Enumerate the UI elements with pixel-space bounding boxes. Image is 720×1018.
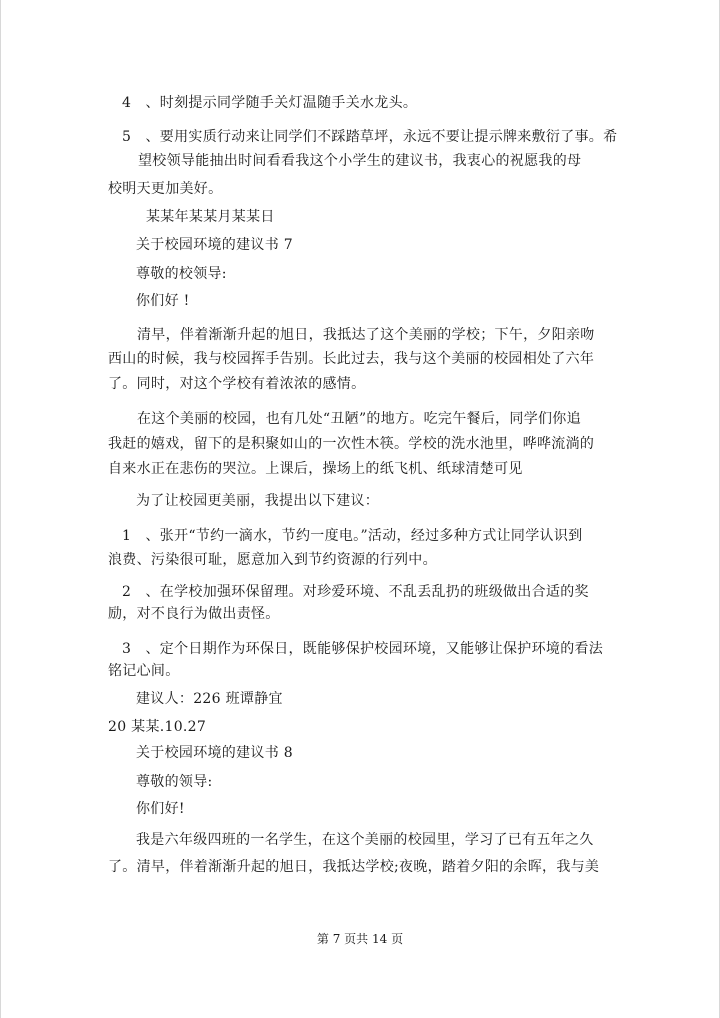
greeting: 你们好 ! [136, 293, 190, 309]
text-line: 了。清早，伴着渐渐升起的旭日，我抵达学校;夜晚，踏着夕阳的余晖，我与美 [108, 859, 600, 875]
list-item: 1 、张开“节约一滴水，节约一度电。”活动，经过多种方式让同学认识到 [122, 528, 583, 544]
text-line: 了。同时，对这个学校有着浓浓的感情。 [108, 376, 366, 392]
text-line: 在这个美丽的校园，也有几处“丑陋”的地方。吃完午餐后，同学们你追 [137, 411, 581, 427]
greeting: 你们好! [136, 801, 185, 817]
text-line: 我是六年级四班的一名学生，在这个美丽的校园里，学习了已有五年之久 [136, 832, 594, 848]
text-line: 铭记心间。 [108, 663, 180, 679]
text-line: 我赶的嬉戏，留下的是积聚如山的一次性木筷。学校的洗水池里，哗哗流淌的 [108, 436, 595, 452]
text-line: 浪费、污染很可耻，愿意加入到节约资源的行列中。 [108, 552, 437, 568]
letter-heading: 关于校园环境的建议书 7 [136, 237, 293, 253]
page-left-edge [0, 0, 1, 1018]
text-line: 西山的时候，我与校园挥手告别。长此过去，我与这个美丽的校园相处了六年 [108, 351, 595, 367]
page-footer: 第 7 页共 14 页 [316, 932, 404, 946]
text-line: 校明天更加美好。 [108, 181, 223, 197]
signature-line: 建议人：226 班谭静宜 [136, 691, 283, 707]
text-line: 励，对不良行为做出责怪。 [108, 606, 280, 622]
salutation: 尊敬的校领导: [136, 266, 227, 282]
text-line: 4 、时刻提示同学随手关灯温随手关水龙头。 [122, 95, 418, 111]
date-line: 某某年某某月某某日 [146, 209, 275, 225]
text-line: 5 、要用实质行动来让同学们不踩踏草坪，永远不要让提示牌来敷衍了事。希 [122, 129, 618, 145]
letter-heading: 关于校园环境的建议书 8 [136, 745, 293, 761]
text-line: 清早，伴着渐渐升起的旭日，我抵达了这个美丽的学校；下午，夕阳亲吻 [137, 327, 595, 343]
list-item: 3 、定个日期作为环保日，既能够保护校园环境，又能够让保护环境的看法 [122, 641, 604, 657]
list-item: 2 、在学校加强环保留理。对珍爱环境、不乱丢乱扔的班级做出合适的奖 [122, 584, 589, 600]
date-line: 20 某某.10.27 [108, 719, 207, 735]
salutation: 尊敬的领导: [136, 774, 213, 790]
text-line: 为了让校园更美丽，我提出以下建议： [136, 493, 380, 509]
text-line: 自来水正在悲伤的哭泣。上课后，操场上的纸飞机、纸球清楚可见 [108, 461, 523, 477]
text-line: 望校领导能抽出时间看看我这个小学生的建议书，我衷心的祝愿我的母 [138, 153, 582, 169]
